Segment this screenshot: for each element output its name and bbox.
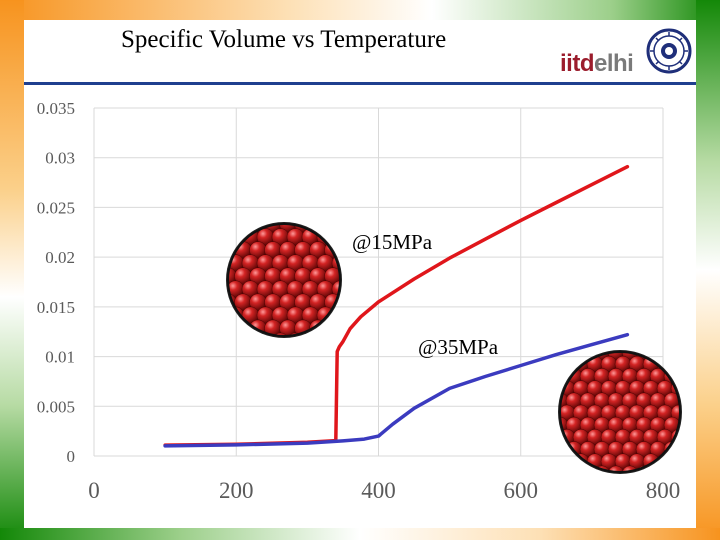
series-annotation: @35MPa: [418, 335, 499, 359]
y-tick-label: 0: [66, 447, 75, 466]
slide-title: Specific Volume vs Temperature: [121, 26, 447, 53]
x-tick-label: 400: [361, 478, 396, 503]
y-tick-label: 0.035: [36, 99, 75, 118]
molecules-dense-illustration: [552, 344, 701, 482]
x-tick-label: 600: [503, 478, 538, 503]
y-tick-label: 0.025: [36, 198, 75, 218]
y-tick-label: 0.005: [36, 397, 75, 417]
y-tick-label: 0.01: [45, 347, 75, 367]
y-tick-label: 0.015: [36, 297, 75, 317]
x-tick-label: 200: [219, 478, 254, 503]
logo-suffix: elhi: [594, 50, 634, 77]
series-line-35mpa: [165, 335, 627, 446]
y-tick-label: 0.03: [45, 148, 75, 168]
y-tick-label: 0.02: [45, 248, 75, 268]
x-tick-label: 800: [645, 478, 681, 503]
series-annotation: @15MPa: [352, 230, 433, 254]
x-tick-label: 0: [88, 478, 100, 503]
logo-prefix: iitd: [560, 50, 594, 77]
molecules-sparse-illustration: [220, 216, 365, 350]
